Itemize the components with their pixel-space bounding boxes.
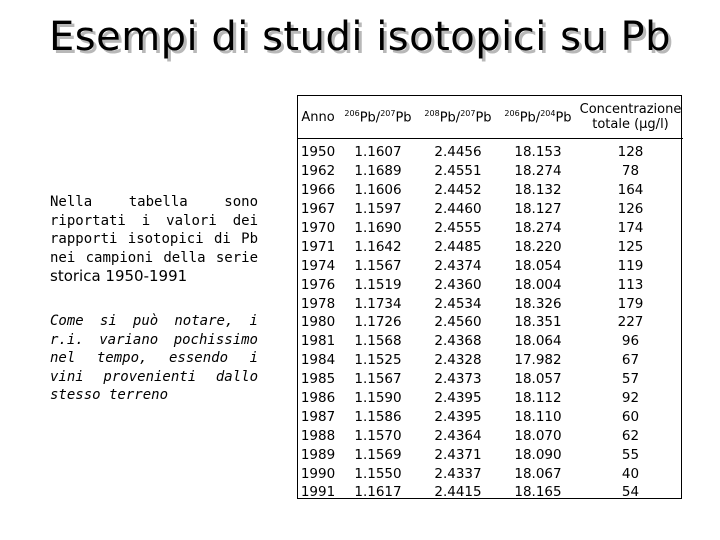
- cell-ratio-206-207: 1.1567: [354, 257, 402, 274]
- table-row: [298, 351, 683, 370]
- cell-ratio-208-207: 2.4395: [434, 408, 482, 425]
- cell-year: 1978: [300, 295, 336, 312]
- cell-ratio-206-207: 1.1690: [354, 220, 402, 236]
- cell-year: 1984: [300, 352, 336, 369]
- cell-ratio-206-204: 18.165: [514, 484, 562, 501]
- cell-ratio-206-207: 1.1607: [354, 144, 402, 161]
- description-period: storica 1950-1991: [50, 267, 188, 285]
- cell-ratio-206-204: 18.064: [514, 333, 562, 350]
- slide-title: Esempi di studi isotopici su Pb: [48, 14, 672, 60]
- cell-concentration: 174: [617, 220, 644, 236]
- cell-ratio-206-204: 18.132: [514, 182, 562, 199]
- table-row: [298, 426, 683, 445]
- cell-ratio-208-207: 2.4395: [434, 390, 482, 407]
- cell-ratio-206-204: 18.274: [514, 220, 562, 236]
- table-row: [298, 407, 683, 426]
- cell-ratio-206-204: 18.110: [514, 408, 562, 425]
- cell-ratio-208-207: 2.4551: [434, 163, 482, 180]
- cell-ratio-208-207: 2.4460: [434, 201, 482, 218]
- observation-paragraph: Come si può notare, i r.i. variano pochissimo nel tempo, essendo i vini provenienti dallo stesso terreno: [50, 313, 258, 403]
- cell-concentration: 113: [617, 276, 644, 293]
- cell-year: 1985: [300, 371, 336, 388]
- cell-ratio-208-207: 2.4360: [434, 276, 482, 293]
- cell-year: 1991: [300, 484, 336, 501]
- cell-ratio-206-207: 1.1734: [354, 295, 402, 312]
- cell-ratio-206-204: 18.112: [514, 390, 562, 407]
- cell-ratio-208-207: 2.4534: [434, 295, 482, 312]
- cell-concentration: 55: [621, 446, 640, 463]
- cell-concentration: 179: [617, 295, 644, 312]
- table-row: [298, 275, 683, 294]
- cell-year: 1971: [300, 238, 336, 255]
- table-row: [298, 332, 683, 351]
- cell-concentration: 164: [617, 182, 644, 199]
- cell-concentration: 119: [617, 257, 644, 274]
- cell-concentration: 62: [621, 427, 640, 444]
- cell-ratio-206-207: 1.1726: [354, 314, 402, 331]
- cell-ratio-206-207: 1.1606: [354, 182, 402, 199]
- cell-year: 1981: [300, 333, 336, 350]
- cell-year: 1967: [300, 201, 336, 218]
- cell-ratio-206-204: 18.127: [514, 201, 562, 218]
- cell-ratio-208-207: 2.4555: [434, 220, 482, 236]
- cell-ratio-208-207: 2.4415: [434, 484, 482, 501]
- table-header: [298, 96, 683, 139]
- table-row: [298, 219, 683, 238]
- cell-concentration: 92: [621, 390, 640, 407]
- cell-concentration: 67: [621, 352, 640, 369]
- cell-ratio-206-207: 1.1525: [354, 352, 402, 369]
- cell-ratio-206-204: 18.054: [514, 257, 562, 274]
- cell-ratio-206-207: 1.1550: [354, 465, 402, 482]
- cell-year: 1990: [300, 465, 336, 482]
- cell-ratio-206-207: 1.1689: [354, 163, 402, 180]
- cell-ratio-206-207: 1.1597: [354, 201, 402, 218]
- cell-ratio-206-207: 1.1642: [354, 238, 402, 255]
- cell-ratio-206-204: 17.982: [514, 352, 562, 369]
- table-row: [298, 389, 683, 408]
- cell-year: 1962: [300, 163, 336, 180]
- header-ratio-206-204: $^{206}$Pb/$^{204}$Pb: [498, 96, 578, 139]
- cell-ratio-206-204: 18.090: [514, 446, 562, 463]
- cell-concentration: 227: [617, 314, 644, 331]
- table-row: [298, 445, 683, 464]
- cell-ratio-206-204: 18.153: [514, 144, 562, 161]
- cell-concentration: 40: [621, 465, 640, 482]
- cell-ratio-208-207: 2.4485: [434, 238, 482, 255]
- cell-ratio-208-207: 2.4368: [434, 333, 482, 350]
- table-row: [298, 464, 683, 483]
- cell-concentration: 54: [621, 484, 640, 501]
- cell-ratio-208-207: 2.4373: [434, 371, 482, 388]
- cell-concentration: 57: [621, 371, 640, 388]
- cell-year: 1966: [300, 182, 336, 199]
- table-row: [298, 256, 683, 275]
- cell-year: 1987: [300, 408, 336, 425]
- cell-concentration: 78: [621, 163, 640, 180]
- cell-ratio-206-204: 18.067: [514, 465, 562, 482]
- header-year: Anno: [298, 96, 338, 139]
- cell-ratio-206-207: 1.1567: [354, 371, 402, 388]
- cell-ratio-208-207: 2.4374: [434, 257, 482, 274]
- cell-year: 1970: [300, 220, 336, 236]
- cell-concentration: 96: [621, 333, 640, 350]
- table-body: [298, 139, 683, 502]
- cell-year: 1974: [300, 257, 336, 274]
- cell-ratio-206-207: 1.1570: [354, 427, 402, 444]
- cell-year: 1950: [300, 144, 336, 161]
- cell-ratio-208-207: 2.4452: [434, 182, 482, 199]
- cell-concentration: 125: [617, 238, 644, 255]
- cell-ratio-208-207: 2.4371: [434, 446, 482, 463]
- header-concentration: Concentrazione totale (µg/l): [578, 96, 683, 139]
- header-ratio-208-207: $^{208}$Pb/$^{207}$Pb: [418, 96, 498, 139]
- cell-year: 1980: [300, 314, 336, 331]
- cell-ratio-206-207: 1.1586: [354, 408, 402, 425]
- cell-ratio-206-204: 18.220: [514, 238, 562, 255]
- cell-ratio-206-207: 1.1617: [354, 484, 402, 501]
- cell-ratio-206-204: 18.274: [514, 163, 562, 180]
- cell-ratio-208-207: 2.4560: [434, 314, 482, 331]
- cell-year: 1986: [300, 390, 336, 407]
- cell-ratio-208-207: 2.4337: [434, 465, 482, 482]
- cell-ratio-206-204: 18.057: [514, 371, 562, 388]
- isotope-table-frame: [297, 95, 682, 499]
- table-row: [298, 294, 683, 313]
- cell-ratio-208-207: 2.4328: [434, 352, 482, 369]
- cell-ratio-206-207: 1.1590: [354, 390, 402, 407]
- cell-ratio-208-207: 2.4456: [434, 144, 482, 161]
- cell-year: 1988: [300, 427, 336, 444]
- cell-ratio-208-207: 2.4364: [434, 427, 482, 444]
- cell-ratio-206-204: 18.326: [514, 295, 562, 312]
- table-row: [298, 370, 683, 389]
- table-row: [298, 313, 683, 332]
- cell-ratio-206-204: 18.070: [514, 427, 562, 444]
- cell-ratio-206-207: 1.1519: [354, 276, 402, 293]
- isotope-ratio-table: [298, 96, 683, 502]
- table-row: [298, 181, 683, 200]
- cell-ratio-206-207: 1.1568: [354, 333, 402, 350]
- table-row: [298, 200, 683, 219]
- cell-year: 1989: [300, 446, 336, 463]
- header-ratio-206-207: $^{206}$Pb/$^{207}$Pb: [338, 96, 418, 139]
- cell-concentration: 128: [617, 144, 644, 161]
- table-row: [298, 162, 683, 181]
- table-row: [298, 237, 683, 256]
- cell-concentration: 60: [621, 408, 640, 425]
- cell-ratio-206-204: 18.351: [514, 314, 562, 331]
- cell-year: 1976: [300, 276, 336, 293]
- description-paragraph: [50, 193, 258, 287]
- table-row: [298, 139, 683, 162]
- description-text: Nella tabella sono riportati i valori dei rapporti isotopici di Pb nei campioni della serie: [50, 194, 258, 266]
- cell-ratio-206-204: 18.004: [514, 276, 562, 293]
- table-row: [298, 483, 683, 502]
- cell-concentration: 126: [617, 201, 644, 218]
- cell-ratio-206-207: 1.1569: [354, 446, 402, 463]
